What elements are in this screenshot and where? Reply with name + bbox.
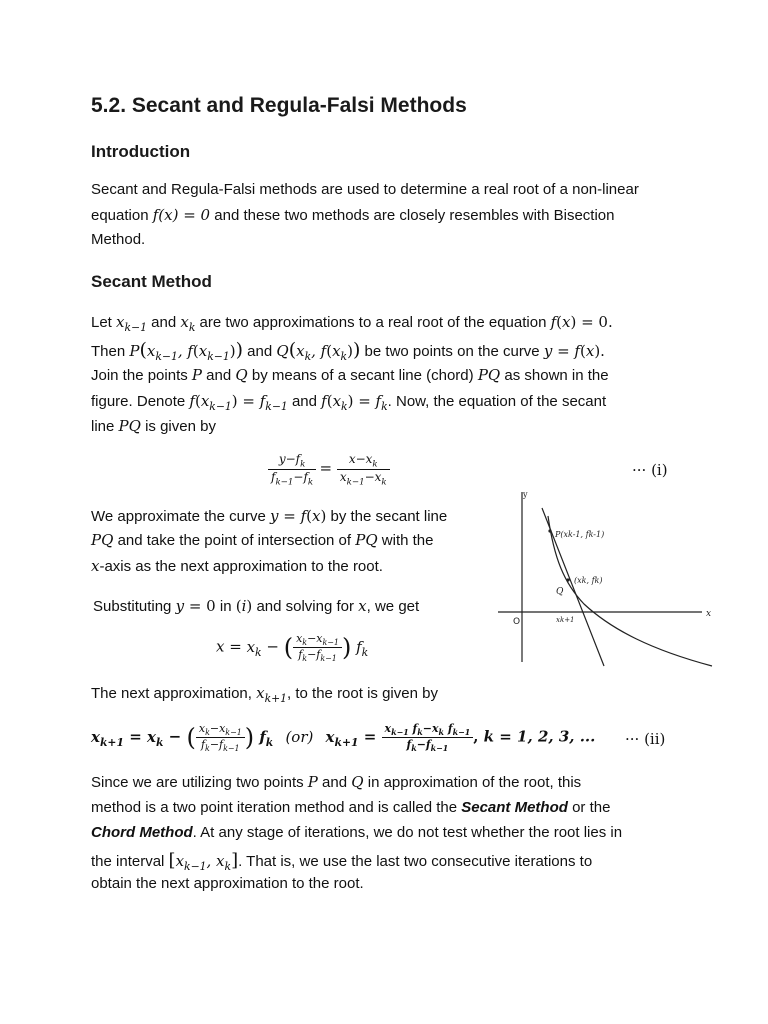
secant-p5-line-4: the interval [$x_{k-1}$, $x_k$]. That is, we use the last two consecutive iterations to <box>91 850 593 873</box>
text: and <box>291 393 317 410</box>
secant-p2-line-1: We approximate the curve y = f(x) by the secant line <box>91 507 448 525</box>
text: method is a two point iteration method and is called the <box>91 799 458 816</box>
equation-ii-label: ··· (ii) <box>625 730 666 748</box>
origin-label: O <box>513 617 521 627</box>
text: -axis as the next approximation to the root. <box>99 558 383 575</box>
secant-method-term: Secant Method <box>461 799 568 816</box>
intro-heading: Introduction <box>91 142 191 161</box>
point-p-label: P(xk-1, fk-1) <box>555 530 605 539</box>
intro-line-3: Method. <box>91 231 146 248</box>
text: line <box>91 418 115 435</box>
text: and <box>322 774 348 791</box>
text: and solving for <box>256 598 354 615</box>
text: with the <box>381 532 434 549</box>
text: and <box>151 314 177 331</box>
secant-p1-line-2: Then $P(x_{k-1}$, $f(x_{k-1})$) and $Q(x_k$, $f(x_k)$) be two points on the curve y = f(x). <box>91 339 605 363</box>
text: figure. Denote <box>91 393 186 410</box>
text: or the <box>572 799 611 816</box>
text: by the secant line <box>330 508 448 525</box>
secant-p5-line-1: Since we are utilizing two points P and Q in approximation of the root, this <box>91 773 582 791</box>
intro-line-1: Secant and Regula-Falsi methods are used to determine a real root of a non-linear <box>91 181 639 198</box>
text: and <box>247 343 273 360</box>
equation-i-label: ··· (i) <box>632 461 668 479</box>
text: and <box>206 367 232 384</box>
text: in approximation of the root, this <box>367 774 582 791</box>
text: by means of a secant line (chord) <box>251 367 474 384</box>
text: . Now, the equation of the secant <box>387 393 607 410</box>
secant-p1-line-1: Let $x_{k-1}$ and $x_k$ are two approximations to a real root of the equation f(x) = 0. <box>91 313 613 334</box>
secant-p4-line: The next approximation, $x_{k+1}$, to the root is given by <box>91 684 438 705</box>
intro-line-2 <box>91 206 614 224</box>
text: in <box>219 598 232 615</box>
secant-p1-line-4: figure. Denote $f(x_{k-1}) = f_{k-1}$ and $f(x_k) = f_k$. Now, the equation of the secant <box>91 392 607 413</box>
or-text: (or) <box>285 727 314 746</box>
point-q-label: (xk, fk) <box>574 576 603 585</box>
text: Since we are utilizing two points <box>91 774 304 791</box>
equation-ii: $x_{k+1} = x_k$ − ( $\frac{x_k-x_{k-1}}{f_k-f_{k-1}}$ ) $f_k$ (or) $x_{k+1}$ = $\frac{x_{k-1} f_k-x_k f_{k-1}}{f_k-f_{k-1}}$ , k = 1, 2, 3, ... <box>91 722 596 754</box>
equation-inline: f(x) = 0 <box>152 206 211 224</box>
equation-i: $\frac{y-f_k}{f_{k-1}-f_k}$ = $\frac{x-x_k}{x_{k-1}-x_k}$ <box>268 452 390 488</box>
text: . That is, we use the last two consecutive iterations to <box>238 853 593 870</box>
text: is given by <box>145 418 216 435</box>
y-axis-label: y <box>523 490 528 499</box>
text: the interval <box>91 853 165 870</box>
text: be two points on the curve <box>364 343 540 360</box>
root-label: xk+1 <box>556 616 575 624</box>
intro-text: and these two methods are closely resembles with Bisection <box>214 207 615 224</box>
text: are two approximations to a real root of the equation <box>199 314 547 331</box>
text: as shown in the <box>504 367 609 384</box>
intro-text: equation <box>91 207 149 224</box>
text: , we get <box>366 598 420 615</box>
chord-method-term: Chord Method <box>91 824 193 841</box>
point-q <box>566 578 569 581</box>
point-p <box>548 529 551 532</box>
text: Join the points <box>91 367 188 384</box>
page-title: 5.2. Secant and Regula-Falsi Methods <box>91 94 467 117</box>
secant-p3-line: Substituting y = 0 in (i) and solving for x, we get <box>93 597 420 615</box>
text: . At any stage of iterations, we do not test whether the root lies in <box>192 824 623 841</box>
text: We approximate the curve <box>91 508 266 525</box>
secant-p1-line-5: line PQ is given by <box>91 417 216 435</box>
secant-p2-line-3: x-axis as the next approximation to the root. <box>91 557 383 575</box>
text: , to the root is given by <box>287 685 438 702</box>
secant-p2-line-2: PQ and take the point of intersection of PQ with the <box>91 531 434 549</box>
secant-heading: Secant Method <box>91 272 212 291</box>
text: The next approximation, <box>91 685 252 702</box>
text: Let <box>91 314 112 331</box>
x-axis-label: x <box>706 609 712 619</box>
secant-figure <box>492 488 726 668</box>
secant-p1-line-3: Join the points P and Q by means of a secant line (chord) PQ as shown in the <box>91 366 609 384</box>
text: and take the point of intersection of <box>117 532 352 549</box>
secant-p5-line-5: obtain the next approximation to the root. <box>91 875 364 892</box>
text: Then <box>91 343 126 360</box>
text: Substituting <box>93 598 172 615</box>
k-values: k = 1, 2, 3, ... <box>483 727 596 746</box>
secant-p5-line-2 <box>91 799 610 816</box>
equation-x: $x = x_k$ − ( $\frac{x_k-x_{k-1}}{f_k-f_{k-1}}$ ) $f_k$ <box>216 632 369 664</box>
q-label: Q <box>556 587 564 597</box>
secant-p5-line-3 <box>91 824 622 841</box>
